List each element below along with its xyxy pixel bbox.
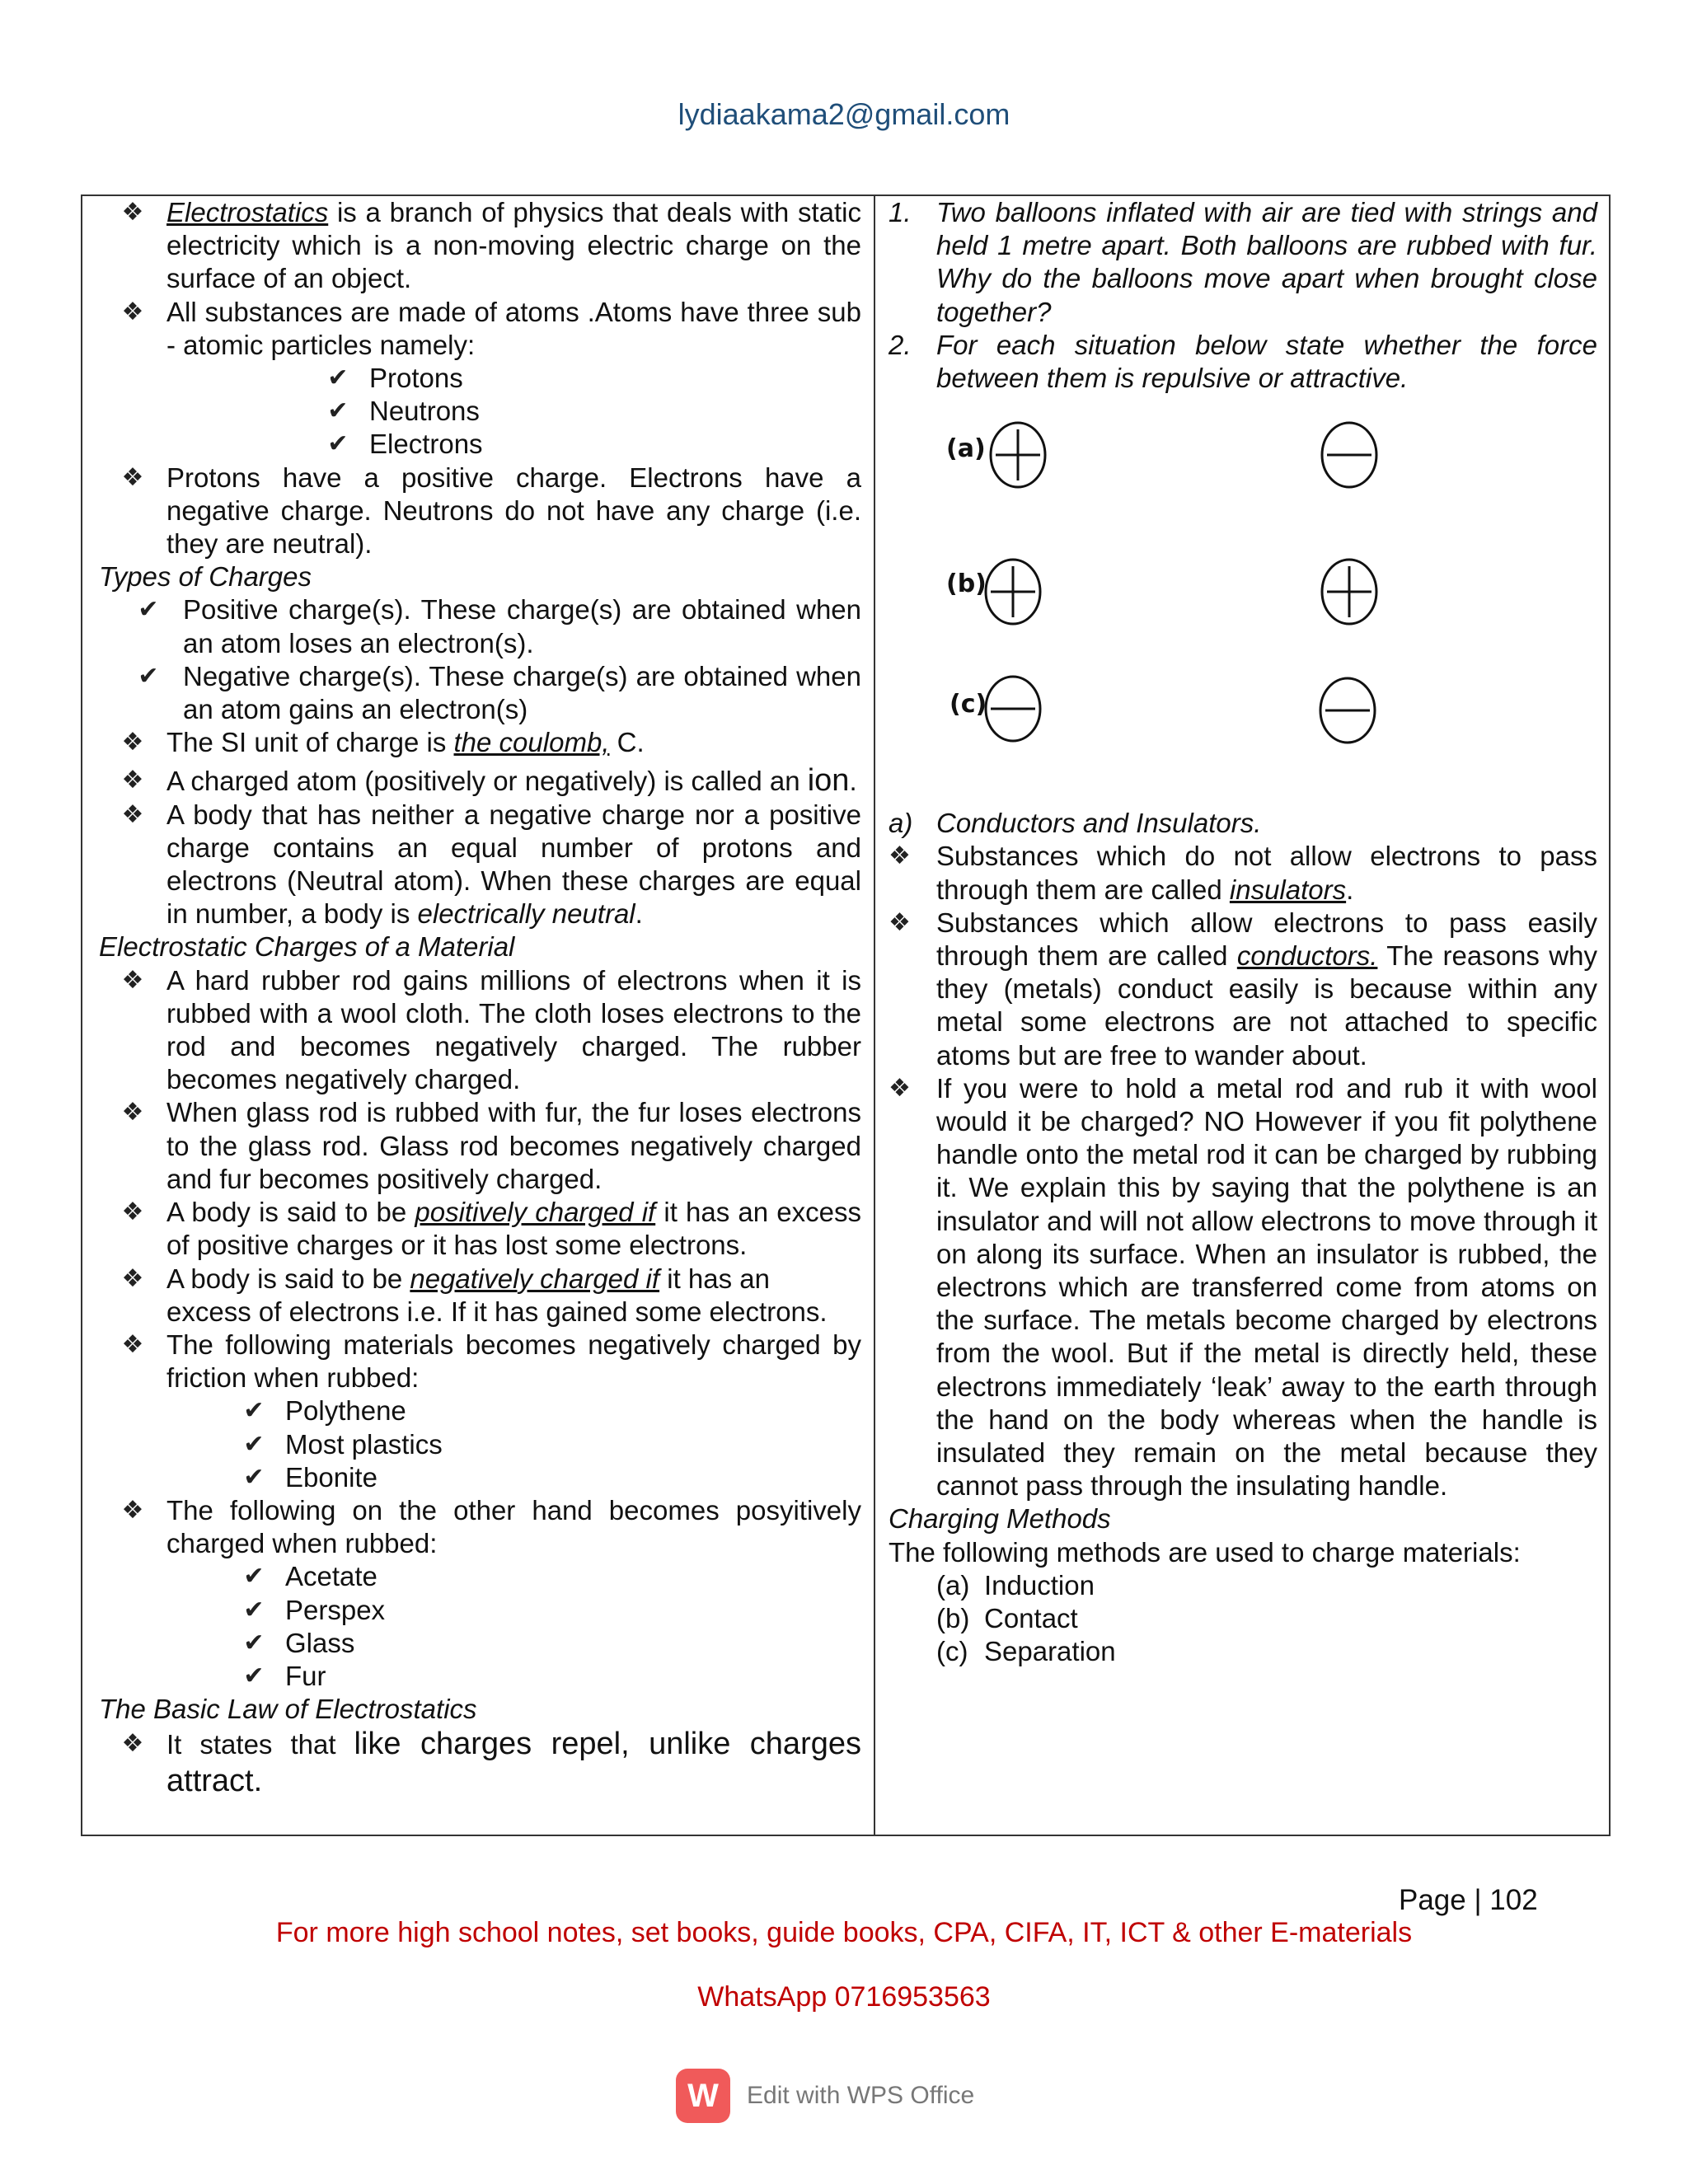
checkmark-icon: ✔ xyxy=(243,1463,265,1491)
law-statement: like charges repel, unlike charges attract. xyxy=(166,1727,861,1799)
diamond-bullet-icon: ❖ xyxy=(121,1730,144,1758)
term-insulators: insulators xyxy=(1229,874,1347,905)
list-item: ❖ Substances which allow electrons to pass easily through them are called conductors. The reasons why they (metals) conduct easily is because within any metal some electrons are not attached to specific atoms but are free to wander about. xyxy=(889,907,1597,1071)
types-list: ✔ Positive charge(s). These charge(s) are obtained when an atom loses an electron(s). ✔ Negative charge(s). These charge(s) are obtained when an atom gains an electron(s) xyxy=(99,593,861,726)
question-item: 1. Two balloons inflated with air are tied with strings and held 1 metre apart. Both balloons are rubbed with fur. Why do the balloons move apart when brought close together? xyxy=(889,197,1597,327)
list-item: ❖ Electrostatics is a branch of physics that deals with static electricity which is a non-moving electric charge on the surface of an object. xyxy=(99,196,861,296)
term-positively-charged: positively charged if xyxy=(415,1197,656,1228)
list-item: ❖ A body is said to be positively charged if it has an excess of positive charges or it has lost some electrons. xyxy=(99,1196,861,1262)
diamond-bullet-icon: ❖ xyxy=(121,199,144,226)
section-heading-conductors: a) Conductors and Insulators. xyxy=(889,808,1262,839)
wps-logo-icon: W xyxy=(676,2069,730,2123)
diamond-bullet-icon: ❖ xyxy=(121,1496,144,1524)
methods-list: (a) Induction (b) Contact (c) Separation xyxy=(936,1569,1116,1667)
list-item: ❖ All substances are made of atoms .Atoms have three sub - atomic particles namely: xyxy=(99,296,861,362)
diamond-bullet-icon: ❖ xyxy=(889,842,911,870)
list-item: ❖ A charged atom (positively or negatively) is called an ion. xyxy=(99,764,861,798)
list-item: ❖ Substances which do not allow electrons to pass through them are called insulators. xyxy=(889,841,1597,905)
header-email: lydiaakama2@gmail.com xyxy=(678,97,1010,131)
list-item: ❖ Protons have a positive charge. Electrons have a negative charge. Neutrons do not have any charge (i.e. they are neutral). xyxy=(99,462,861,561)
term-ion: ion xyxy=(807,763,850,799)
right-column xyxy=(889,196,1597,1669)
methods-intro: The following methods are used to charge materials: xyxy=(889,1536,1521,1568)
section-heading-types: Types of Charges xyxy=(99,561,312,593)
positive-charge-icon xyxy=(987,419,1050,490)
checkmark-icon: ✔ xyxy=(138,596,159,624)
checkmark-icon: ✔ xyxy=(327,364,349,392)
diamond-bullet-icon: ❖ xyxy=(121,966,144,994)
diamond-bullet-icon: ❖ xyxy=(121,1099,144,1127)
diamond-bullet-icon: ❖ xyxy=(121,463,144,491)
section-heading-material: Electrostatic Charges of a Material xyxy=(99,931,515,963)
particle-list: ✔ Protons ✔ Neutrons ✔ Electrons xyxy=(99,362,861,462)
column-divider xyxy=(874,196,875,1835)
checkmark-icon: ✔ xyxy=(243,1430,265,1458)
checkmark-icon: ✔ xyxy=(243,1661,265,1690)
positive-materials-list: ✔ Acetate ✔ Perspex ✔ Glass ✔ Fur xyxy=(99,1560,861,1693)
checkmark-icon: ✔ xyxy=(327,397,349,425)
diamond-bullet-icon: ❖ xyxy=(889,1074,911,1102)
term-negatively-charged: negatively charged if xyxy=(410,1263,660,1294)
checkmark-icon: ✔ xyxy=(138,662,159,690)
term-coulomb: the coulomb, xyxy=(453,727,610,758)
list-item: ❖ The following materials becomes negatively charged by friction when rubbed: xyxy=(99,1329,861,1394)
checkmark-icon: ✔ xyxy=(243,1397,265,1425)
list-item: ❖ The SI unit of charge is the coulomb, C. xyxy=(99,726,861,759)
negative-charge-icon xyxy=(1317,675,1380,746)
checkmark-icon: ✔ xyxy=(243,1629,265,1657)
list-item: ❖ When glass rod is rubbed with fur, the fur loses electrons to the glass rod. Glass rod becomes negatively charged and fur becomes positively charged. xyxy=(99,1096,861,1196)
list-item: ❖ A body that has neither a negative charge nor a positive charge contains an equal number of protons and electrons (Neutral atom). When these charges are equal in number, a body is electrically neutral. xyxy=(99,799,861,931)
diamond-bullet-icon: ❖ xyxy=(121,1198,144,1226)
checkmark-icon: ✔ xyxy=(243,1563,265,1591)
diamond-bullet-icon: ❖ xyxy=(121,1264,144,1292)
list-item: ❖ The following on the other hand becomes posyitively charged when rubbed: xyxy=(99,1494,861,1560)
diagram-label-a: (a) xyxy=(946,434,986,464)
wps-edit-link[interactable]: W Edit with WPS Office xyxy=(676,2069,974,2123)
term-conductors: conductors. xyxy=(1236,940,1378,972)
diamond-bullet-icon: ❖ xyxy=(121,800,144,828)
question-item: 2. For each situation below state whether the force between them is repulsive or attractive. xyxy=(889,329,1597,394)
content-table xyxy=(81,194,1611,1836)
list-item: ❖ A body is said to be negatively charged if it has an excess of electrons i.e. If it has gained some electrons. xyxy=(99,1263,861,1329)
negative-charge-icon xyxy=(982,673,1045,744)
promo-text: For more high school notes, set books, guide books, CPA, CIFA, IT, ICT & other E-materials xyxy=(275,1917,1413,1948)
diagram-label-c: (c) xyxy=(950,690,987,719)
list-item: ❖ If you were to hold a metal rod and rub it with wool would it be charged? NO However if you fit polythene handle onto the metal rod it can be charged by rubbing it. We explain this by saying that the polythene is an insulator and will not allow electrons to move through it on along its surface. When an insulator is rubbed, the electrons which are transferred come from atoms on the surface. The metals become charged by electrons from the wool. But if the metal is directly held, these electrons immediately ‘leak’ away to the earth through the hand on the body whereas when the handle is insulated they remain on the metal because they cannot pass through the insulating handle. xyxy=(889,1072,1597,1502)
charge-diagram xyxy=(889,395,1597,807)
positive-charge-icon xyxy=(982,556,1045,627)
list-item: ❖ A hard rubber rod gains millions of electrons when it is rubbed with a wool cloth. The cloth loses electrons to the rod and becomes negatively charged. The rubber becomes negatively charged. xyxy=(99,964,861,1097)
checkmark-icon: ✔ xyxy=(327,430,349,458)
section-heading-law: The Basic Law of Electrostatics xyxy=(99,1694,477,1725)
left-column xyxy=(99,196,861,1800)
term-electrically-neutral: electrically neutral xyxy=(417,898,635,930)
page-number: Page | 102 xyxy=(1399,1884,1538,1916)
diamond-bullet-icon: ❖ xyxy=(121,298,144,326)
negative-charge-icon xyxy=(1319,419,1381,490)
checkmark-icon: ✔ xyxy=(243,1596,265,1624)
positive-charge-icon xyxy=(1319,556,1381,627)
term-electrostatics: Electrostatics xyxy=(166,197,329,227)
diamond-bullet-icon: ❖ xyxy=(121,729,144,757)
section-heading-methods: Charging Methods xyxy=(889,1503,1111,1535)
diamond-bullet-icon: ❖ xyxy=(121,1330,144,1358)
negative-materials-list: ✔ Polythene ✔ Most plastics ✔ Ebonite xyxy=(99,1394,861,1494)
diamond-bullet-icon: ❖ xyxy=(889,908,911,936)
diagram-label-b: (b) xyxy=(946,569,987,599)
list-item: ❖ It states that like charges repel, unlike charges attract. xyxy=(99,1726,861,1800)
whatsapp-text: WhatsApp 0716953563 xyxy=(697,1981,991,2013)
diamond-bullet-icon: ❖ xyxy=(121,766,144,794)
